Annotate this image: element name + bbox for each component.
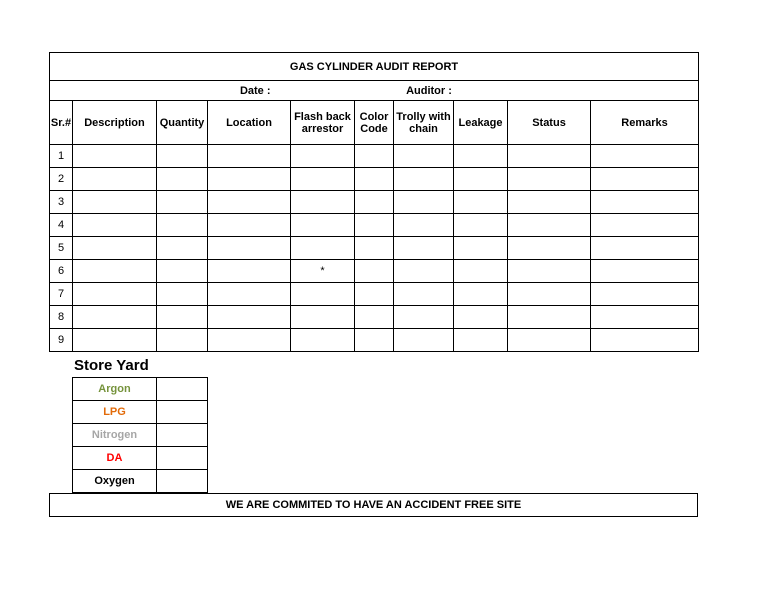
flash-back-cell[interactable] <box>291 214 355 237</box>
gas-type-label: Argon <box>73 378 157 401</box>
table-cell[interactable] <box>355 329 394 352</box>
table-cell[interactable] <box>73 191 157 214</box>
gas-type-label: Nitrogen <box>73 424 157 447</box>
table-cell[interactable] <box>208 145 291 168</box>
auditor-label: Auditor : <box>291 81 508 101</box>
table-cell[interactable] <box>208 237 291 260</box>
table-cell[interactable] <box>394 306 454 329</box>
column-header: Quantity <box>157 101 208 145</box>
meta-blank <box>508 81 699 101</box>
table-row <box>50 283 699 306</box>
row-number: 4 <box>50 214 73 237</box>
flash-back-cell[interactable] <box>291 191 355 214</box>
table-cell[interactable] <box>394 168 454 191</box>
report-title: GAS CYLINDER AUDIT REPORT <box>50 53 699 81</box>
table-cell[interactable] <box>73 145 157 168</box>
store-yard-title: Store Yard <box>74 357 149 374</box>
table-cell[interactable] <box>208 260 291 283</box>
table-cell[interactable] <box>394 237 454 260</box>
gas-type-label: Oxygen <box>73 470 157 493</box>
table-cell[interactable] <box>73 260 157 283</box>
table-cell[interactable] <box>208 214 291 237</box>
flash-back-cell[interactable] <box>291 306 355 329</box>
table-cell[interactable] <box>508 214 591 237</box>
gas-count-cell[interactable] <box>157 424 208 447</box>
table-cell[interactable] <box>73 168 157 191</box>
table-cell[interactable] <box>157 306 208 329</box>
table-row <box>50 168 699 191</box>
gas-count-cell[interactable] <box>157 447 208 470</box>
table-cell[interactable] <box>454 237 508 260</box>
gas-count-cell[interactable] <box>157 378 208 401</box>
table-row <box>50 145 699 168</box>
flash-back-cell[interactable] <box>291 145 355 168</box>
table-cell[interactable] <box>454 168 508 191</box>
table-cell[interactable] <box>454 260 508 283</box>
table-cell[interactable] <box>355 283 394 306</box>
table-cell[interactable] <box>591 260 699 283</box>
table-cell[interactable] <box>208 283 291 306</box>
flash-back-cell[interactable]: * <box>291 260 355 283</box>
table-cell[interactable] <box>591 306 699 329</box>
table-cell[interactable] <box>394 145 454 168</box>
table-cell[interactable] <box>591 283 699 306</box>
table-cell[interactable] <box>508 283 591 306</box>
table-cell[interactable] <box>454 283 508 306</box>
gas-count-cell[interactable] <box>157 470 208 493</box>
table-cell[interactable] <box>73 237 157 260</box>
table-row <box>50 191 699 214</box>
table-cell[interactable] <box>508 237 591 260</box>
table-cell[interactable] <box>591 168 699 191</box>
table-cell[interactable] <box>208 168 291 191</box>
column-header: Location <box>208 101 291 145</box>
gas-type-label: DA <box>73 447 157 470</box>
table-cell[interactable] <box>157 237 208 260</box>
table-cell[interactable] <box>508 191 591 214</box>
store-yard-row <box>73 401 208 424</box>
table-row <box>50 237 699 260</box>
table-cell[interactable] <box>73 306 157 329</box>
table-cell[interactable] <box>157 283 208 306</box>
column-header-row <box>50 101 699 145</box>
store-yard-row <box>73 470 208 493</box>
gas-count-cell[interactable] <box>157 401 208 424</box>
date-label: Date : <box>50 81 291 101</box>
table-row <box>50 214 699 237</box>
table-cell[interactable] <box>355 145 394 168</box>
table-cell[interactable] <box>73 329 157 352</box>
table-cell[interactable] <box>454 329 508 352</box>
table-cell[interactable] <box>208 191 291 214</box>
table-cell[interactable] <box>508 260 591 283</box>
flash-back-cell[interactable] <box>291 237 355 260</box>
table-cell[interactable] <box>591 214 699 237</box>
table-cell[interactable] <box>454 191 508 214</box>
gas-type-label: LPG <box>73 401 157 424</box>
table-cell[interactable] <box>591 237 699 260</box>
table-cell[interactable] <box>394 191 454 214</box>
table-cell[interactable] <box>355 237 394 260</box>
table-cell[interactable] <box>394 283 454 306</box>
table-row <box>50 329 699 352</box>
column-header: Leakage <box>454 101 508 145</box>
row-number: 8 <box>50 306 73 329</box>
column-header: Sr.# <box>50 101 73 145</box>
store-yard-table <box>72 377 208 493</box>
store-yard-row <box>73 424 208 447</box>
table-row <box>50 306 699 329</box>
table-cell[interactable] <box>508 306 591 329</box>
table-row <box>50 260 699 283</box>
audit-table <box>49 52 699 352</box>
column-header: Remarks <box>591 101 699 145</box>
table-cell[interactable] <box>454 306 508 329</box>
column-header: Flash back arrestor <box>291 101 355 145</box>
column-header: Status <box>508 101 591 145</box>
store-yard-row <box>73 378 208 401</box>
table-cell[interactable] <box>355 214 394 237</box>
flash-back-cell[interactable] <box>291 168 355 191</box>
table-cell[interactable] <box>157 191 208 214</box>
footer-slogan: WE ARE COMMITED TO HAVE AN ACCIDENT FREE SITE <box>49 493 698 517</box>
table-cell[interactable] <box>591 145 699 168</box>
table-cell[interactable] <box>508 145 591 168</box>
row-number: 7 <box>50 283 73 306</box>
table-cell[interactable] <box>591 329 699 352</box>
table-cell[interactable] <box>508 168 591 191</box>
row-number: 3 <box>50 191 73 214</box>
table-cell[interactable] <box>355 168 394 191</box>
table-cell[interactable] <box>355 191 394 214</box>
store-yard-row <box>73 447 208 470</box>
table-cell[interactable] <box>508 329 591 352</box>
row-number: 6 <box>50 260 73 283</box>
row-number: 2 <box>50 168 73 191</box>
table-cell[interactable] <box>208 329 291 352</box>
table-cell[interactable] <box>394 329 454 352</box>
table-cell[interactable] <box>208 306 291 329</box>
audit-report-sheet <box>49 52 698 352</box>
table-cell[interactable] <box>394 260 454 283</box>
table-cell[interactable] <box>355 260 394 283</box>
table-cell[interactable] <box>157 329 208 352</box>
table-cell[interactable] <box>591 191 699 214</box>
column-header: Color Code <box>355 101 394 145</box>
column-header: Description <box>73 101 157 145</box>
row-number: 5 <box>50 237 73 260</box>
table-cell[interactable] <box>73 283 157 306</box>
column-header: Trolly with chain <box>394 101 454 145</box>
table-cell[interactable] <box>454 214 508 237</box>
table-cell[interactable] <box>157 145 208 168</box>
flash-back-cell[interactable] <box>291 329 355 352</box>
data-rows <box>50 145 699 352</box>
row-number: 1 <box>50 145 73 168</box>
table-cell[interactable] <box>355 306 394 329</box>
table-cell[interactable] <box>157 214 208 237</box>
table-cell[interactable] <box>157 168 208 191</box>
flash-back-cell[interactable] <box>291 283 355 306</box>
table-cell[interactable] <box>394 214 454 237</box>
table-cell[interactable] <box>73 214 157 237</box>
table-cell[interactable] <box>157 260 208 283</box>
row-number: 9 <box>50 329 73 352</box>
table-cell[interactable] <box>454 145 508 168</box>
